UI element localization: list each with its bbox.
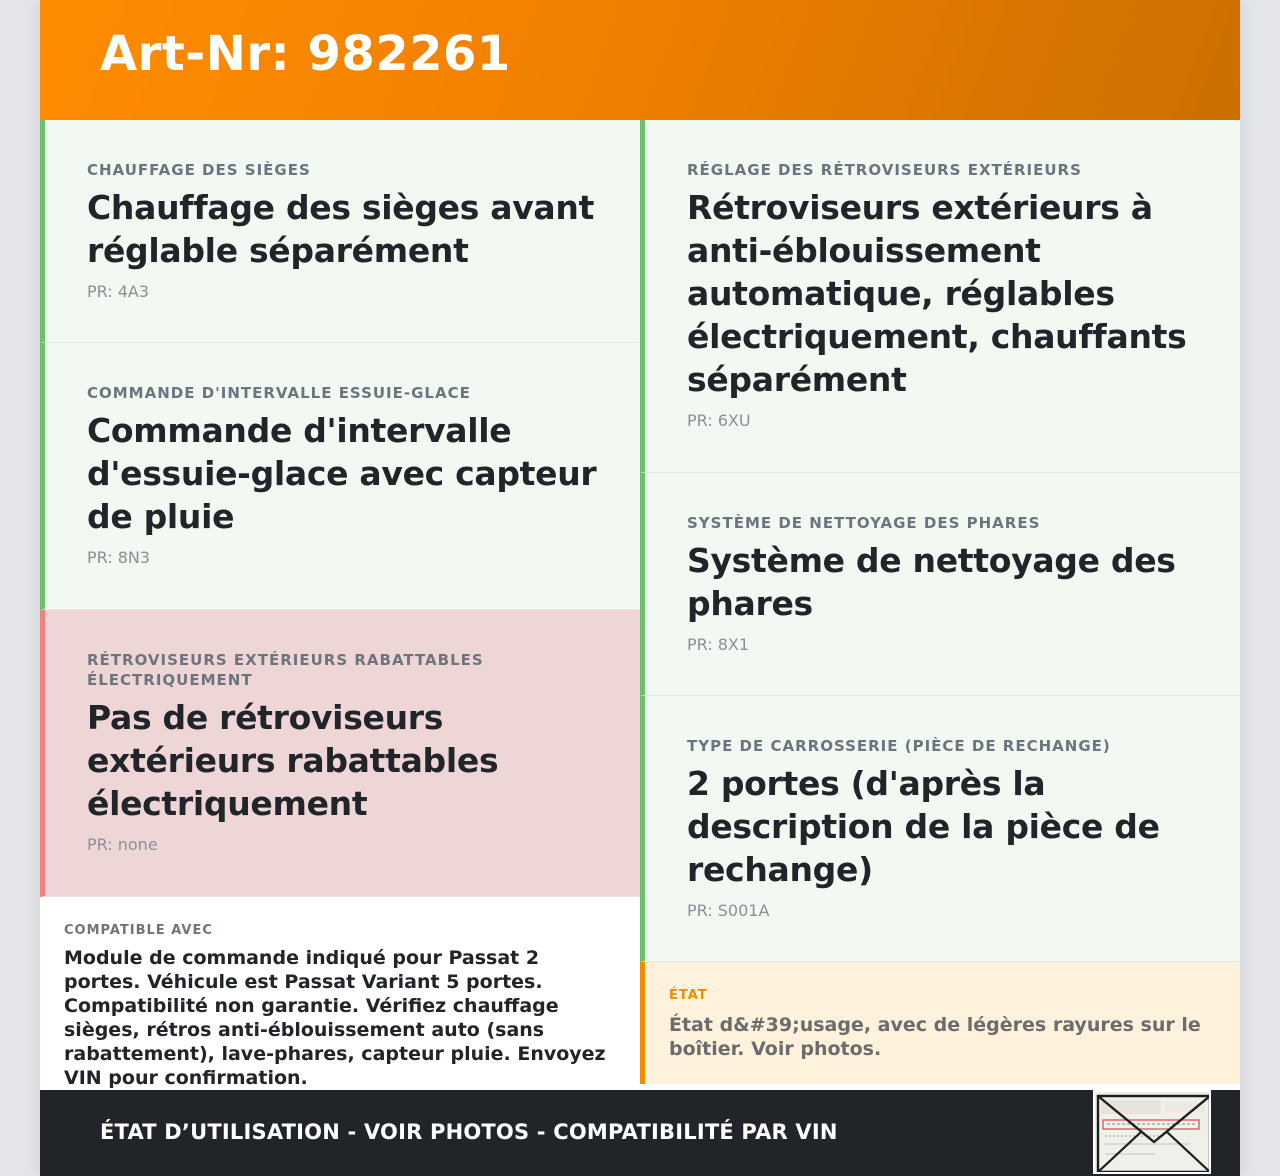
card-title: 2 portes (d'après la description de la pièce de rechange) bbox=[687, 764, 1160, 889]
card-title: Rétroviseurs extérieurs à anti-éblouissement automatique, réglables électriquement, chauffants séparément bbox=[687, 188, 1187, 399]
card-label: SYSTÈME DE NETTOYAGE DES PHARES bbox=[687, 514, 1041, 532]
card-label: RÉTROVISEURS EXTÉRIEURS RABATTABLES ÉLECTRIQUEMENT bbox=[87, 651, 484, 689]
card-title: Chauffage des sièges avant réglable séparément bbox=[87, 188, 595, 270]
card-label: COMMANDE D'INTERVALLE ESSUIE-GLACE bbox=[87, 384, 471, 402]
feature-card-mirror-adjustment bbox=[640, 120, 1240, 473]
compatibility-text: Module de commande indiqué pour Passat 2 portes. Véhicule est Passat Variant 5 portes. Compatibilité non garantie. Vérifiez chauffage sièges, rétros anti-éblouissement auto (sans rabattement), lave-phares, capteur pluie. Envoyez VIN pour confirmation. bbox=[64, 947, 606, 1089]
article-number-title: Art-Nr: 982261 bbox=[100, 26, 511, 82]
card-pr-code: PR: 8X1 bbox=[687, 635, 750, 654]
feature-card-wiper-interval bbox=[40, 343, 640, 610]
card-label: CHAUFFAGE DES SIÈGES bbox=[87, 161, 311, 179]
condition-section bbox=[640, 962, 1240, 1084]
compatibility-section bbox=[40, 897, 640, 1090]
condition-text: État d&#39;usage, avec de légères rayures sur le boîtier. Voir photos. bbox=[669, 1014, 1201, 1060]
card-pr-code: PR: S001A bbox=[687, 901, 770, 920]
page bbox=[40, 0, 1240, 1176]
header-banner bbox=[40, 0, 1240, 120]
compatibility-label: COMPATIBLE AVEC bbox=[64, 923, 213, 938]
feature-card-headlight-washer bbox=[640, 473, 1240, 696]
card-title: Pas de rétroviseurs extérieurs rabattables électriquement bbox=[87, 698, 499, 823]
feature-card-folding-mirrors bbox=[40, 610, 640, 897]
footer-text: ÉTAT D’UTILISATION - VOIR PHOTOS - COMPATIBILITÉ PAR VIN bbox=[100, 1120, 838, 1144]
product-photo-thumbnail[interactable] bbox=[1093, 1090, 1211, 1174]
footer-bar bbox=[40, 1090, 1240, 1176]
card-pr-code: PR: none bbox=[87, 835, 158, 854]
card-pr-code: PR: 8N3 bbox=[87, 548, 151, 567]
card-label: RÉGLAGE DES RÉTROVISEURS EXTÉRIEURS bbox=[687, 161, 1082, 179]
card-pr-code: PR: 4A3 bbox=[87, 282, 150, 301]
label-photo-icon bbox=[1095, 1092, 1211, 1174]
feature-card-body-type bbox=[640, 696, 1240, 962]
card-title: Système de nettoyage des phares bbox=[687, 541, 1176, 623]
feature-card-seat-heating bbox=[40, 120, 640, 343]
card-title: Commande d'intervalle d'essuie-glace avec capteur de pluie bbox=[87, 411, 597, 536]
card-pr-code: PR: 6XU bbox=[687, 411, 751, 430]
condition-label: ÉTAT bbox=[669, 988, 708, 1003]
card-label: TYPE DE CARROSSERIE (PIÈCE DE RECHANGE) bbox=[687, 737, 1111, 755]
